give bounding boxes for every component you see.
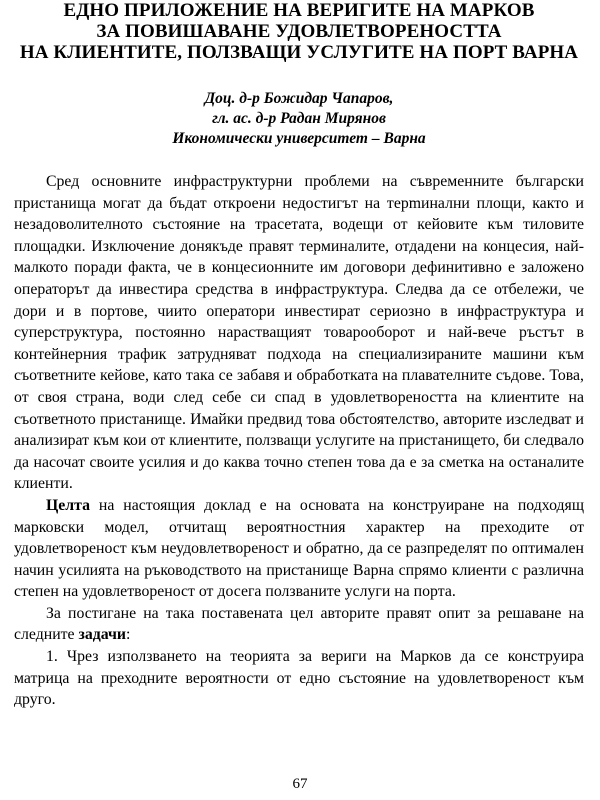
paragraph-intro: Сред основните инфраструктурни проблеми на съвременните български пристанища могат да бъдат откроени недостигът на терmинални площи, както и незадоволителното състояние на трасетата, водещи от кейовите към тиловите площадки. Изключение донякъде правят терминалите, отдадени на концесия, най-малкото поради факта, че в концесионните им договори дефинитивно е заложено операторът да инвестира средства в инфраструктура. Следва да се отбележи, че дори и в портове, чиито оператори инвестират сериозно в инфраструктура и суперструктура, постоянно нарастващият товарооборот и най-вече ръстът в контейнерния трафик затрудняват подхода на специализираните машини към съответните кейове, като така се забавя и обработката на плавателните съдове. Това, от своя страна, води след себе си спад в удовлетвореността на клиентите на съответното пристанище. Имайки предвид това обстоятелство, авторите изследват и анализират към кои от клиентите, ползващи услугите на пристанището, би следвало да насочат своите усилия и до каква точно степен това да е за сметка на останалите клиенти. <box>14 173 584 493</box>
tasks-keyword: задачи <box>78 626 127 644</box>
paragraph-task-1: 1. Чрез използването на теорията за вериги на Марков да се конструира матрица на преходните вероятности от едно състояние на удовлетвореност към друго. <box>14 648 584 709</box>
body-text <box>14 171 584 711</box>
author-1: Доц. д-р Божидар Чапаров, <box>204 90 394 107</box>
paragraph-tasks-intro <box>14 603 584 646</box>
author-block <box>14 89 584 149</box>
title-line-3: НА КЛИЕНТИТЕ, ПОЛЗВАЩИ УСЛУГИТЕ НА ПОРТ ВАРНА <box>19 42 579 63</box>
title-line-2: ЗА ПОВИШАВАНЕ УДОВЛЕТВОРЕНОСТТА <box>96 21 502 42</box>
tasks-intro-text: За постигане на така поставената цел авторите правят опит за решаване на следните <box>14 604 584 644</box>
paragraph-goal <box>14 495 584 603</box>
affiliation: Икономически университет – Варна <box>172 130 426 147</box>
tasks-colon: : <box>126 626 131 644</box>
title-line-1: ЕДНО ПРИЛОЖЕНИЕ НА ВЕРИГИТЕ НА МАРКОВ <box>63 0 535 21</box>
goal-text: на настоящия доклад е на основата на конструиране на подходящ марковски модел, отчитащ вероятностния характер на преходите от удовлетвореност към неудовлетвореност и обратно, да се разпределят по оптимален начин усилията на ръководството на пристанище Варна спрямо клиенти с различна степен на удовлетвореност от досега ползваните услуги на порта. <box>14 496 584 601</box>
page-number: 67 <box>292 776 308 792</box>
goal-keyword: Целта <box>46 496 91 514</box>
paper-title <box>14 0 584 63</box>
author-2: гл. ас. д-р Радан Мирянов <box>212 110 386 127</box>
